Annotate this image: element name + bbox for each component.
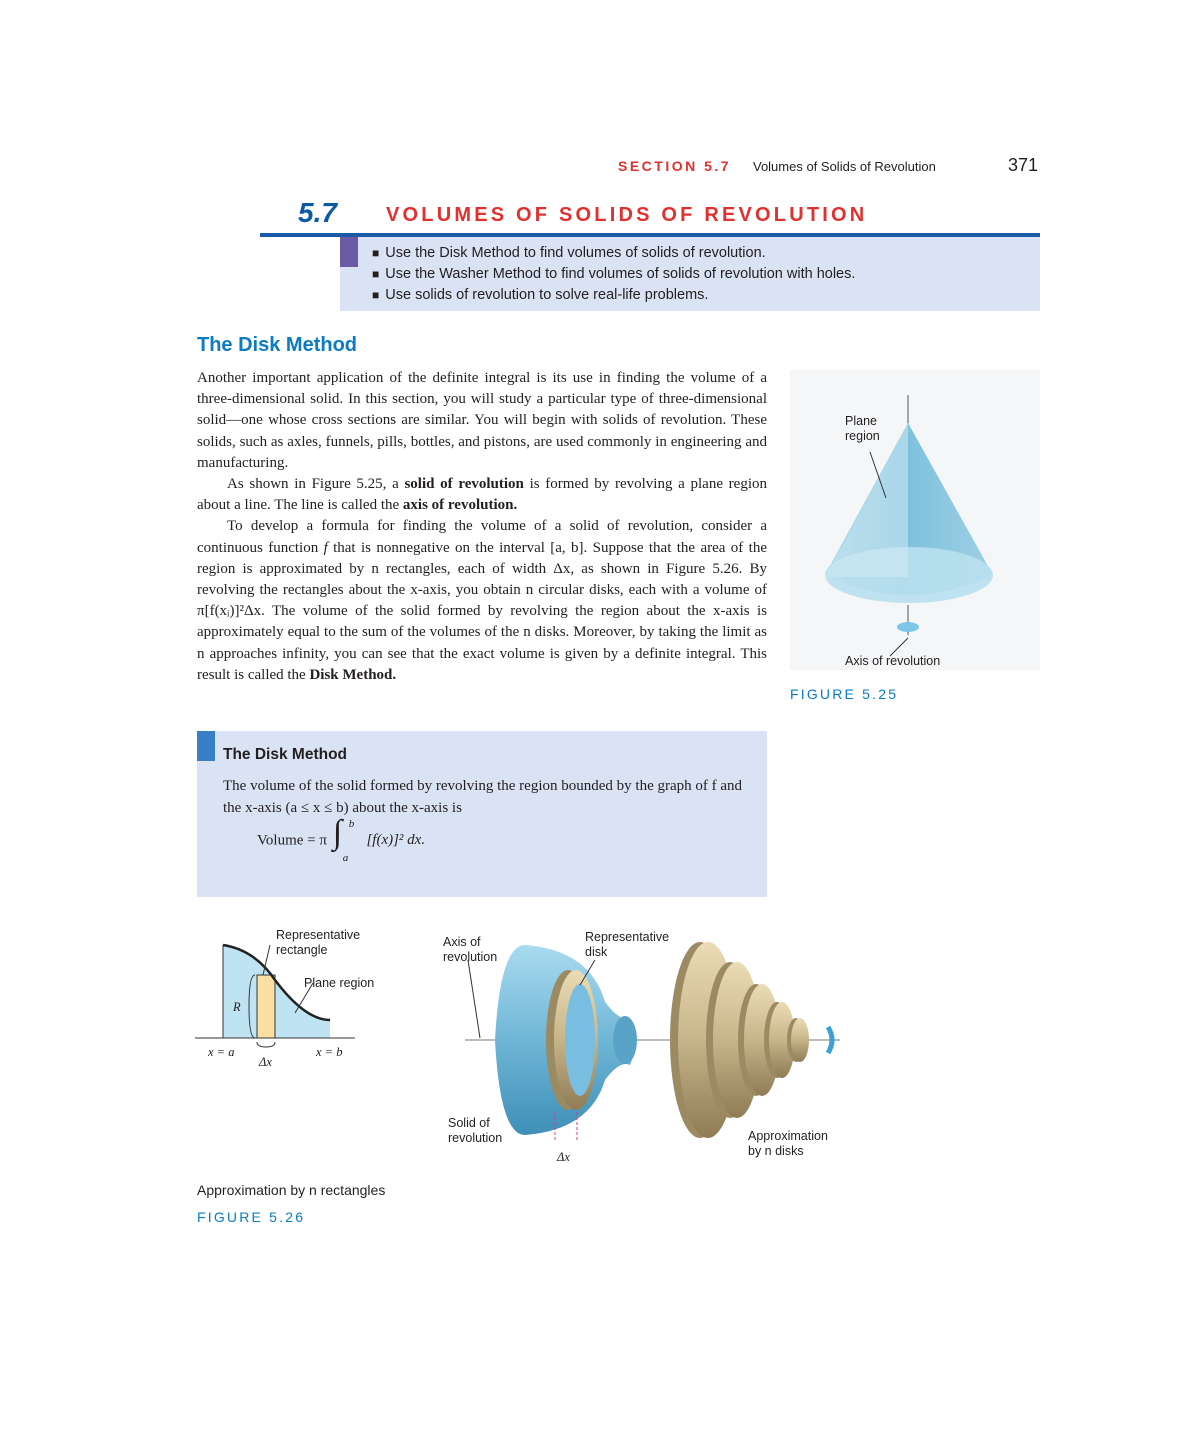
body-text [197,368,767,686]
dx-label: Δx [259,1055,272,1069]
objectives-accent-bar [340,237,358,267]
radius-label: R [233,1000,241,1014]
section-title: VOLUMES OF SOLIDS OF REVOLUTION [386,204,868,226]
objectives-list [372,243,855,306]
rep-rect-label: Representative rectangle [276,928,361,957]
solid-tip [613,1016,637,1064]
plane-region-label: Plane region [304,976,375,990]
axis-label: Axis of revolution [443,935,498,964]
representative-rectangle [257,975,275,1038]
paragraph-1: Another important application of the definite integral is its use in finding the volume of a three-dimensional solid. In this section, you will study a particular type of three-dimensional solid—one whose cross sections are similar. You will begin with solids of revolution. These solids, such as axles, funnels, pills, bottles, and pistons, are used commonly in engineering and manufacturing. [197,370,767,471]
objective-item: ■ Use the Washer Method to find volumes of solids of revolution with holes. [372,264,855,285]
approx-disks-label: Approximation by n disks [748,1129,828,1158]
paragraph-3: To develop a formula for finding the volume of a solid of revolution, consider a continuous function f that is nonnegative on the interval [a, b]. Suppose that the area of the region is approximated by n rectangles, each of width Δx, as shown in Figure 5.26. By revolving the rectangles about the x-axis, you obtain n circular disks, each with a volume of π[f(xᵢ)]²Δx. The volume of the solid formed by revolving the region about the x-axis is approximately equal to the sum of the volumes of the n disks. Moreover, by taking the limit as n approaches infinity, you can see that the exact volume is given by a definite integral. This result is called the Disk Method. [197,518,767,683]
objective-item: ■ Use the Disk Method to find volumes of solids of revolution. [372,243,855,264]
running-head [618,158,936,174]
dx-brace [257,1042,275,1047]
theorem-text: The volume of the solid formed by revolving the region bounded by the graph of f and the x-axis (a ≤ x ≤ b) about the x-axis is [223,778,743,816]
x-eq-a-label: x = a [208,1045,235,1059]
rep-disk-label: Representative disk [585,930,670,959]
x-eq-b-label: x = b [316,1045,343,1059]
section-label: SECTION 5.7 [618,158,732,174]
rotation-arrow-icon [897,622,919,632]
theorem-accent-bar [197,731,215,761]
subsection-heading: The Disk Method [197,334,358,356]
axis-leader-line [468,960,480,1038]
approx-rect-label: Approximation by n rectangles [197,1182,386,1198]
dx-label-2: Δx [557,1150,570,1164]
figure-5-25-cone [790,370,1040,670]
fig525-axis-label: Axis of revolution [845,654,941,668]
representative-disk-inner [565,984,595,1096]
objective-item: ■ Use solids of revolution to solve real-life problems. [372,285,855,306]
theorem-formula: Volume = π ∫ b a [f(x)]² dx. [257,814,426,864]
page-number: 371 [1008,155,1039,175]
fig525-plane-label: Plane region [845,414,880,443]
disk-stack [670,942,809,1138]
integral-sign-icon: ∫ [332,814,343,851]
figure-5-25-caption: FIGURE 5.25 [790,686,899,702]
solid-label: Solid of revolution [448,1116,503,1145]
paragraph-2: As shown in Figure 5.25, a solid of revolution is formed by revolving a plane region about a line. The line is called the axis of revolution. [197,476,767,514]
section-running-title: Volumes of Solids of Revolution [752,159,936,174]
section-number: 5.7 [298,197,337,228]
figure-5-26-solid [440,930,860,1145]
figure-5-26-caption: FIGURE 5.26 [197,1209,306,1225]
theorem-title: The Disk Method [223,746,348,763]
plane-region-fill [223,945,330,1038]
